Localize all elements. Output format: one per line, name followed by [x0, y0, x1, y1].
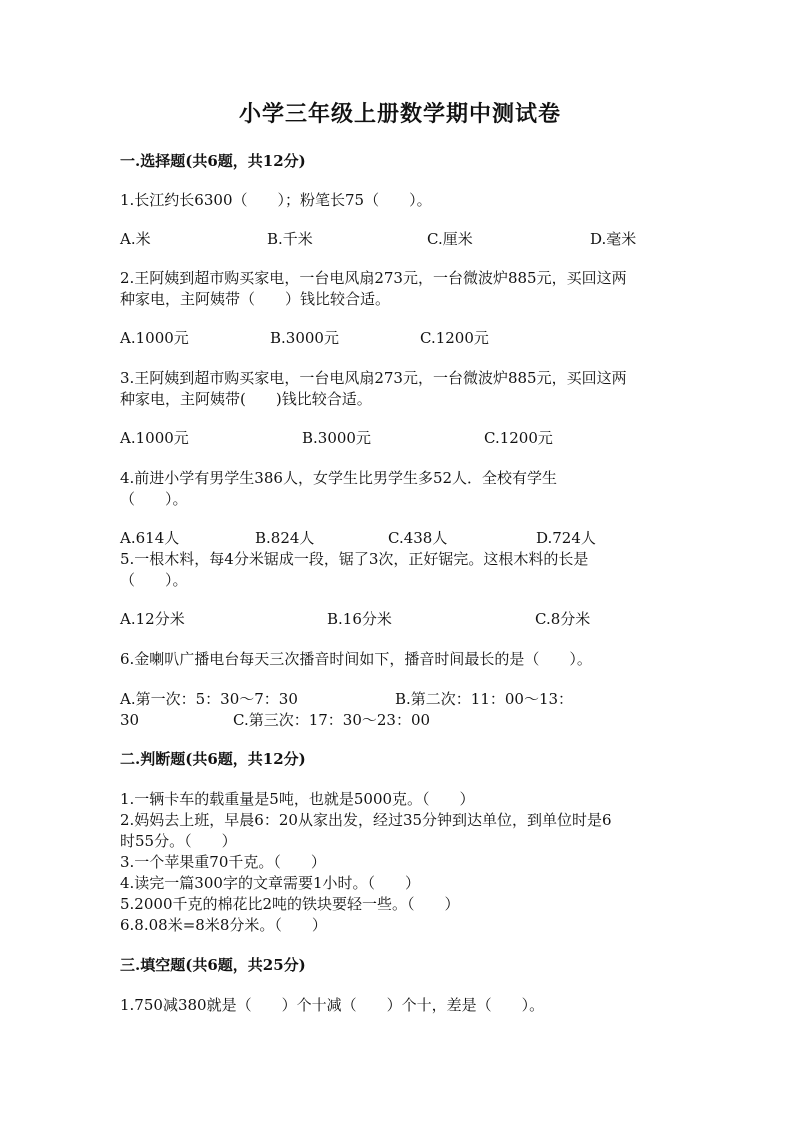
- option: D.724人: [536, 529, 596, 547]
- section-heading: 二.判断题(共6题，共12分): [120, 750, 306, 768]
- question-stem: 5.一根木料，每4分米锯成一段，锯了3次，正好锯完。这根木料的长是: [120, 550, 589, 568]
- question-stem: 1.长江约长6300（ ）；粉笔长75（ ）。: [120, 191, 432, 209]
- option: A.米: [120, 230, 151, 248]
- question-stem: 6.金喇叭广播电台每天三次播音时间如下，播音时间最长的是（ ）。: [120, 650, 592, 668]
- question-stem: （ ）。: [120, 571, 188, 589]
- option: B.第二次：11：00～13：: [395, 690, 574, 708]
- option: C.438人: [388, 529, 448, 547]
- option: A.1000元: [120, 429, 189, 447]
- option: C.第三次：17：30～23：00: [233, 711, 431, 729]
- question-stem: 1.750减380就是（ ）个十减（ ）个十，差是（ ）。: [120, 996, 545, 1014]
- judgment-item: 2.妈妈去上班，早晨6：20从家出发，经过35分钟到达单位，到单位时是6: [120, 811, 612, 829]
- option: D.毫米: [590, 230, 637, 248]
- question-stem: 种家电，主阿姨带（ ）钱比较合适。: [120, 290, 391, 308]
- option: A.第一次：5：30～7：30: [120, 690, 298, 708]
- section-heading: 一.选择题(共6题，共12分): [120, 152, 306, 170]
- option: B.千米: [267, 230, 313, 248]
- question-stem: 2.王阿姨到超市购买家电，一台电风扇273元，一台微波炉885元，买回这两: [120, 269, 627, 287]
- option: C.1200元: [484, 429, 553, 447]
- judgment-item: 5.2000千克的棉花比2吨的铁块要轻一些。（ ）: [120, 895, 460, 913]
- option: B.824人: [255, 529, 315, 547]
- option: A.12分米: [120, 610, 185, 628]
- judgment-item: 3.一个苹果重70千克。（ ）: [120, 853, 326, 871]
- option: C.8分米: [535, 610, 591, 628]
- page-title: 小学三年级上册数学期中测试卷: [238, 101, 561, 127]
- judgment-item: 4.读完一篇300字的文章需要1小时。（ ）: [120, 874, 420, 892]
- question-stem: 种家电，主阿姨带( )钱比较合适。: [120, 390, 372, 408]
- section-heading: 三.填空题(共6题，共25分): [120, 956, 306, 974]
- option: B.3000元: [270, 329, 339, 347]
- judgment-item: 1.一辆卡车的载重量是5吨，也就是5000克。（ ）: [120, 790, 475, 808]
- option: C.1200元: [420, 329, 489, 347]
- option: B.16分米: [327, 610, 392, 628]
- option: 30: [120, 711, 140, 729]
- option: A.1000元: [120, 329, 189, 347]
- judgment-item: 时55分。（ ）: [120, 832, 237, 850]
- option: B.3000元: [302, 429, 371, 447]
- option: A.614人: [120, 529, 180, 547]
- judgment-item: 6.8.08米=8米8分米。（ ）: [120, 916, 327, 934]
- question-stem: 4.前进小学有男学生386人，女学生比男学生多52人．全校有学生: [120, 469, 558, 487]
- question-stem: （ ）。: [120, 490, 188, 508]
- question-stem: 3.王阿姨到超市购买家电，一台电风扇273元，一台微波炉885元，买回这两: [120, 369, 627, 387]
- option: C.厘米: [427, 230, 473, 248]
